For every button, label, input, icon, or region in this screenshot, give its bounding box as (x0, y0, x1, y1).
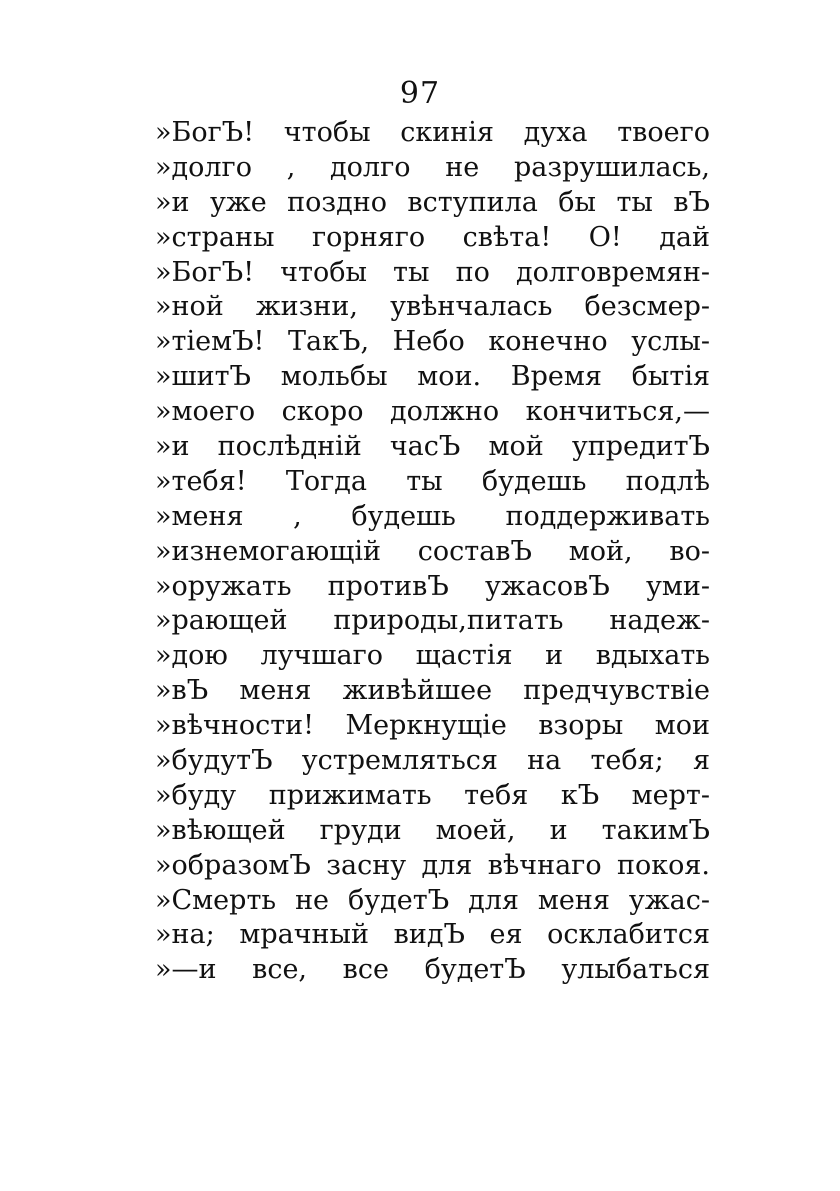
text-line: »образомЪ засну для вѣчнаго покоя. (155, 849, 710, 881)
text-line: »—и все, все будетЪ улыбаться (155, 954, 710, 986)
page-number: 97 (399, 76, 441, 111)
text-line: »Смерть не будетЪ для меня ужас- (155, 884, 710, 916)
text-line: »на; мрачный видЪ ея осклабится (155, 919, 710, 951)
text-line: »оружать противЪ ужасовЪ уми- (155, 570, 710, 602)
text-line: »моего скоро должно кончиться,— (155, 396, 710, 428)
text-line: »дою лучшаго щастія и вдыхать (155, 640, 710, 672)
text-line: »тіемЪ! ТакЪ, Небо конечно услы- (155, 326, 710, 358)
text-line: »вѣчности! Меркнущіе взоры мои (155, 710, 710, 742)
body-text (155, 116, 710, 988)
text-line: »страны горняго свѣта! О! дай (155, 221, 710, 253)
text-line: »тебя! Тогда ты будешь подлѣ (155, 465, 710, 497)
text-line: »долго , долго не разрушилась, (155, 151, 710, 183)
text-line: »БогЪ! чтобы скинія духа твоего (155, 117, 710, 148)
text-line: »будутЪ устремляться на тебя; я (155, 745, 710, 777)
text-line: »изнемогающій составЪ мой, во- (155, 535, 710, 567)
text-line: »ной жизни, увѣнчалась безсмер- (155, 291, 710, 323)
text-line: »шитЪ мольбы мои. Время бытія (155, 361, 710, 393)
text-line: »БогЪ! чтобы ты по долговремян- (155, 256, 710, 288)
text-line: »и послѣдній часЪ мой упредитЪ (155, 431, 710, 463)
text-line: »буду прижимать тебя кЪ мерт- (155, 779, 710, 811)
text-line: »вѣющей груди моей, и такимЪ (155, 814, 710, 846)
text-line: »вЪ меня живѣйшее предчувствіе (155, 675, 710, 707)
text-line: »и уже поздно вступила бы ты вЪ (155, 186, 710, 218)
text-line: »меня , будешь поддерживать (155, 500, 710, 532)
text-line: »рающей природы,питать надеж- (155, 605, 710, 637)
